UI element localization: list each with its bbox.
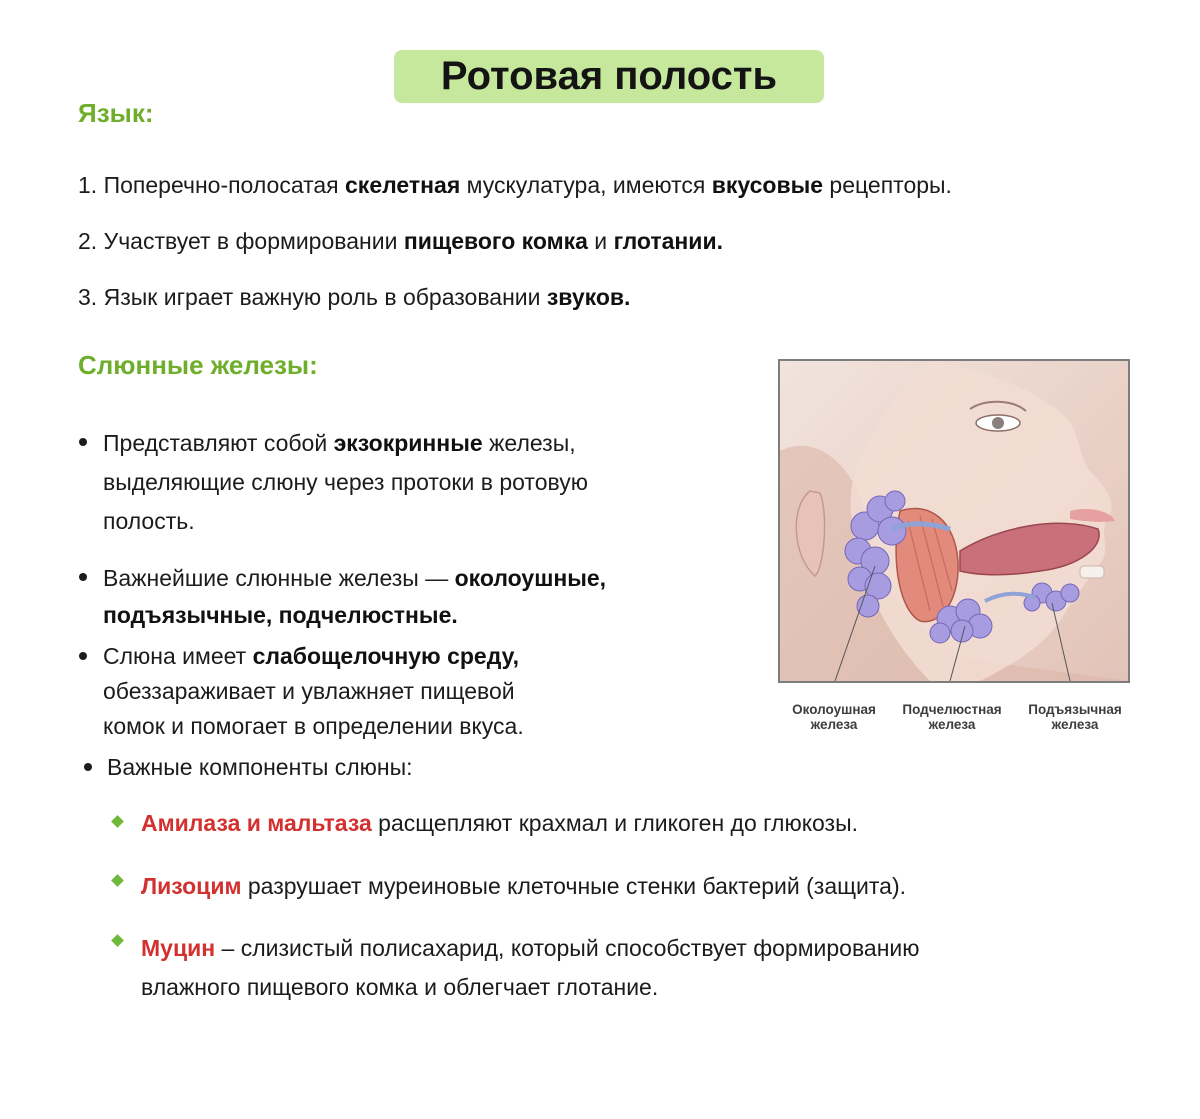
component-lysozyme: Лизоцим разрушает муреиновые клеточные стенки бактерий (защита). [141,873,907,899]
gland-bullet-2-line-1: Важнейшие слюнные железы — околоушные, [103,565,607,591]
figure-label-submandibular: Подчелюстная железа [902,702,1002,732]
gland-bullet-3-line-1: Слюна имеет слабощелочную среду, [103,643,520,669]
bullet-dot [79,573,87,581]
diamond-bullet-icon [111,874,124,887]
glands-heading: Слюнные железы: [78,350,318,380]
tongue-item-2: 2. Участвует в формировании пищевого комка и глотании. [78,228,723,254]
bullet-dot [79,652,87,660]
tongue-item-3: 3. Язык играет важную роль в образовании звуков. [78,284,631,310]
diamond-bullet-icon [111,934,124,947]
gland-bullet-1-line-2: выделяющие слюну через протоки в ротовую [103,469,588,495]
bullet-dot [84,763,92,771]
gland-bullet-4: Важные компоненты слюны: [107,754,413,780]
tongue-item-1: 1. Поперечно-полосатая скелетная мускулатура, имеются вкусовые рецепторы. [78,172,952,198]
component-mucin: Муцин – слизистый полисахарид, который способствует формированию [141,935,920,961]
component-amylase: Амилаза и мальтаза расщепляют крахмал и гликоген до глюкозы. [141,810,859,836]
gland-bullet-3-line-2: обеззараживает и увлажняет пищевой [103,678,515,704]
tongue-heading: Язык: [78,98,154,128]
diamond-bullet-icon [111,815,124,828]
gland-bullet-3-line-3: комок и помогает в определении вкуса. [103,713,524,739]
gland-bullet-2-line-2: подъязычные, подчелюстные. [103,602,458,628]
gland-bullet-1-line-1: Представляют собой экзокринные железы, [103,430,576,456]
salivary-glands-illustration [778,359,1130,683]
figure-label-sublingual: Подъязычная железа [1028,702,1122,732]
component-mucin-line-2: влажного пищевого комка и облегчает глотание. [141,974,659,1000]
bullet-dot [79,438,87,446]
page-title: Ротовая полость [394,50,824,103]
figure-label-parotid: Околоушная железа [792,702,876,732]
face-anatomy-drawing [780,361,1128,681]
gland-bullet-1-line-3: полость. [103,508,195,534]
